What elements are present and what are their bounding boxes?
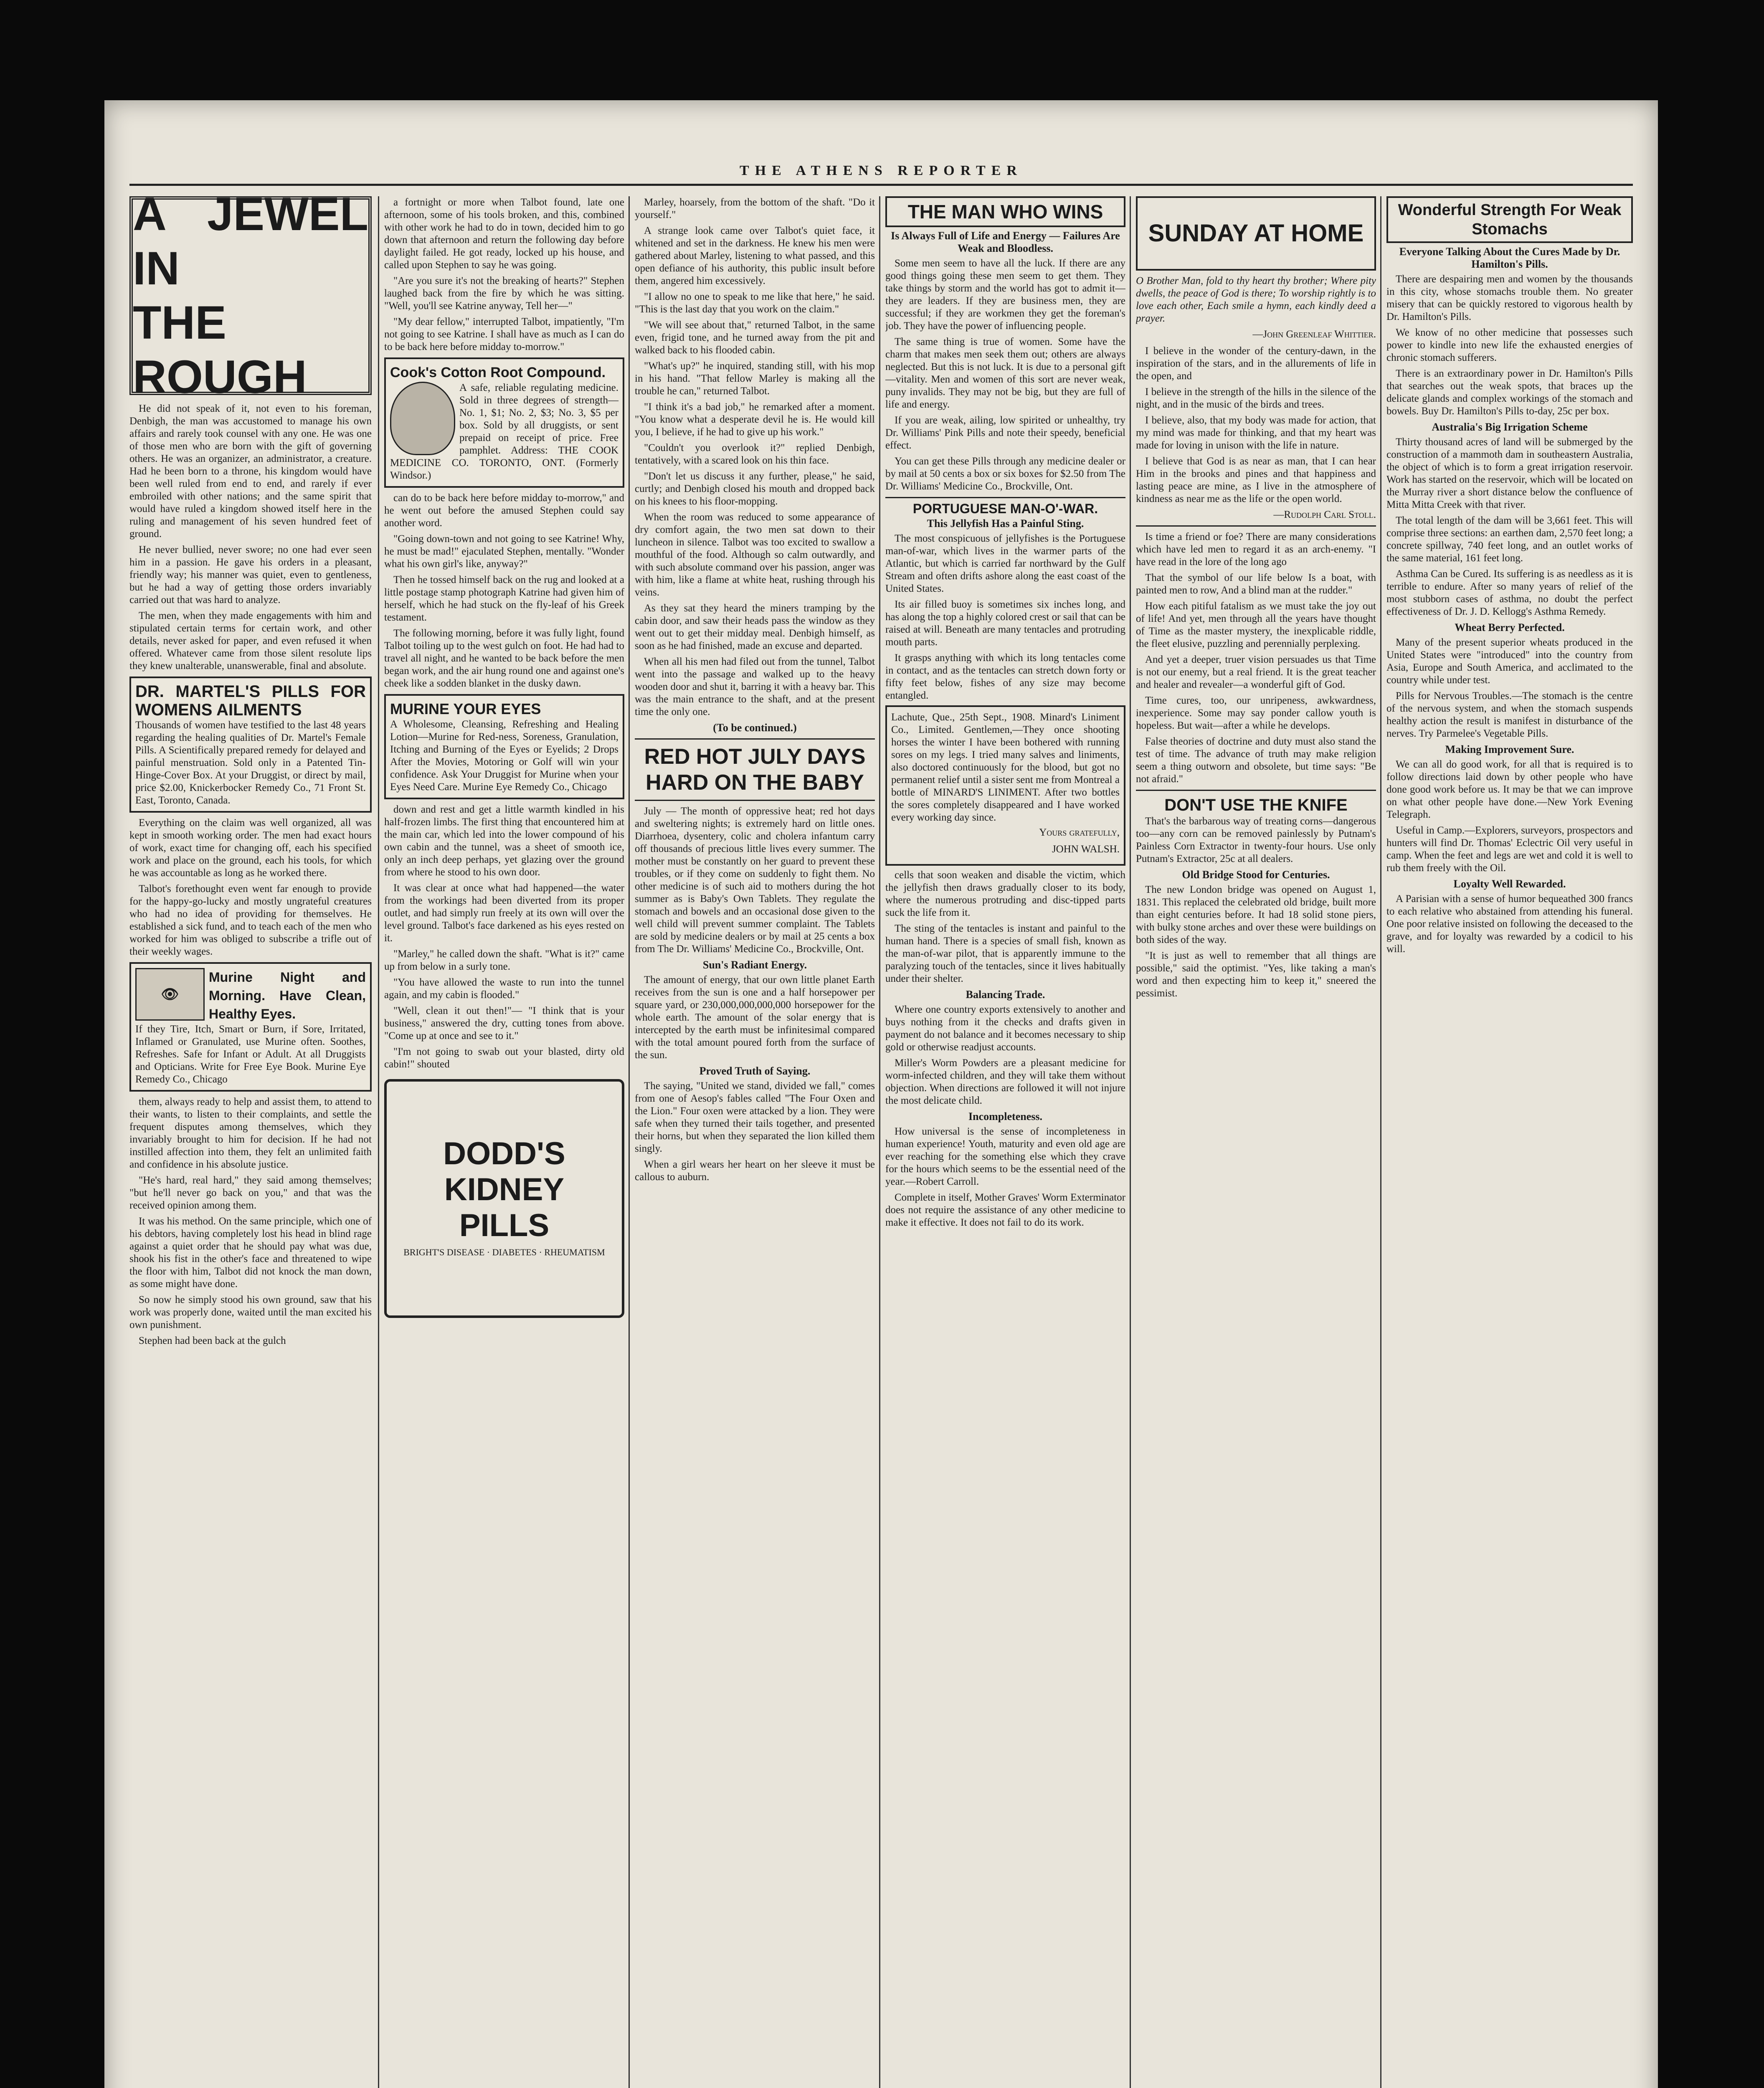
article-paragraph: I believe in the strength of the hills in the silence of the night, and in the music of the birds and trees. [1136,386,1376,410]
story-paragraph: "He's hard, real hard," they said among themselves; "but he'll never go back on you," and that was the received opinion among them. [129,1175,372,1211]
column-4 [885,196,1125,2088]
story-paragraph: can do to be back here before midday to-morrow," and he went out before the amused Stephen could say another word. [384,492,624,529]
article-paragraph: I believe, also, that my body was made for action, that my mind was made for thinking, and that my heart was made for loving in unison with the life in nature. [1136,415,1376,451]
article-paragraph: How universal is the sense of incompleteness in human experience! Youth, maturity and even old age are ever reaching for the something else which they crave for the hours which seems to be the essential need of the year.—Robert Carroll. [885,1126,1125,1187]
column-separator [1130,196,1131,2088]
poem: O Brother Man, fold to thy heart thy brother; Where pity dwells, the peace of God is there; To worship rightly is to love each other, Each smile a hymn, each kindly deed a prayer. [1136,275,1376,324]
column-separator [378,196,379,2088]
story-paragraph: a fortnight or more when Talbot found, late one afternoon, some of his tools broken, and this, combined with other work he had to do in town, decided him to go down that afternoon and return the following day before daylight failed. He got ready, locked up his house, and called upon Stephen to say he was going. [384,197,624,271]
article-headline: Balancing Trade. [966,988,1045,1001]
story-paragraph: "Are you sure it's not the breaking of hearts?" Stephen laughed back from the fire by which he was sitting. "Well, you'll see Katrine anyway, Tell her—" [384,275,624,312]
ad-body: A Wholesome, Cleansing, Refreshing and Healing Lotion—Murine for Red-ness, Soreness, Granulation, Itching and Burning of the Eyes or Eyelids; 2 Drops After the Movies, Motoring or Golf will win your confidence. Ask Your Druggist for Murine when your Eyes Need Care. Murine Eye Remedy Co., Chicago [390,719,618,793]
article-paragraph: That the symbol of our life below Is a boat, with painted men to row, And a blind man at the rudder." [1136,572,1376,596]
story-paragraph: "Marley," he called down the shaft. "What is it?" came up from below in a surly tone. [384,948,624,972]
article-paragraph: Asthma Can be Cured. Its suffering is as needless as it is terrible to endure. After so many years of relief of the most stubborn cases of asthma, no doubt the perfect effectiveness of Dr. J. D. Kellogg's Asthma Remedy. [1386,568,1633,617]
story-paragraph: A strange look came over Talbot's quiet face, it whitened and set in the darkness. He knew his men were gathered about Marley, listening to what passed, and this open defiance of his authority, this public insult before them, angered him excessively. [635,225,875,286]
article-paragraph: When a girl wears her heart on her sleeve it must be callous to auburn. [635,1159,875,1183]
ad-title: Murine Night and Morning. Have Clean, Healthy Eyes. [209,970,366,1021]
story-paragraph: When the room was reduced to some appearance of dry comfort again, the two men sat down to their luncheon in silence. Talbot was too excited to swallow a mouthful of the food. Although so calm outwardly, and with such absolute command over his passion, anger was with him, like a flame at white heat, rushing through his veins. [635,512,875,598]
cook-compound-ad [384,357,624,488]
newspaper-page [104,100,1658,2088]
article-headline: Wonderful Strength For Weak Stomachs [1386,196,1633,243]
ad-brand: DODD'S [443,1136,565,1171]
minards-letter [885,705,1125,866]
story-paragraph: It was his method. On the same principle, which one of his debtors, having completely lost his head in blind rage against a quiet order that he should pay what was due, shook his fist in the other's face and threatened to wipe the floor with him, Talbot did not knock the man down, as some might have done. [129,1216,372,1290]
letter-body: Lachute, Que., 25th Sept., 1908. Minard's Liniment Co., Limited. Gentlemen,—They once shooting horses the winter I have been bothered with running sores on my legs. I tried many salves and liniments, also doctored continuously for the blood, but got no permanent relief until a sister sent me from Montreal a bottle of MINARD'S LINIMENT. After two bottles the sores completely disappeared and I have worked every working day since. [891,712,1120,823]
story-paragraph: Marley, hoarsely, from the bottom of the shaft. "Do it yourself." [635,197,875,220]
ad-title: MURINE YOUR EYES [390,700,541,717]
article-paragraph: Some men seem to have all the luck. If there are any good things going these men seem to get them. They take things by storm and the world has got to admit it—they are leaders. If they are business men, they are successful; if they are workmen they get the foreman's job. They have the power of influencing people. [885,258,1125,332]
article-paragraph: I believe in the wonder of the century-dawn, in the inspiration of the stars, and in the allurements of life in the open, and [1136,345,1376,382]
article-paragraph: False theories of doctrine and duty must also stand the test of time. The advance of truth may make religion seem a thing outworn and obsolete, but time says: "Be not afraid." [1136,736,1376,785]
story-paragraph: "My dear fellow," interrupted Talbot, impatiently, "I'm not going to see Katrine. I shall have as much as I can do to be back here before midday to-morrow." [384,316,624,352]
article-paragraph: "It is just as well to remember that all things are possible," said the optimist. "Yes, like taking a man's word and then expecting him to keep it," sneered the pessimist. [1136,950,1376,999]
story-paragraph: "Going down-town and not going to see Katrine! Why, he must be mad!" ejaculated Stephen, mentally. "Wonder what his own girl's like, anyway?" [384,533,624,570]
article-headline: Wheat Berry Perfected. [1455,621,1565,633]
article-paragraph: Is time a friend or foe? There are many considerations which have led men to regard it as an arch-enemy. "I have read in the lore of the long ago [1136,531,1376,568]
story-title-box [129,196,372,403]
story-paragraph: "You have allowed the waste to run into the tunnel again, and my cabin is flooded." [384,977,624,1001]
divider [1136,790,1376,791]
story-paragraph: He did not speak of it, not even to his foreman, Denbigh, the man was accustomed to manage his own affairs and rarely took counsel with any one. He was one of those men who are born with the gift of governing others. He was an organizer, an administrator, a creature. Had he been born to a throne, his kingdom would have been well ruled from end to end, and rarely if ever embroiled with other nations; and the same spirit that would have ruled a kingdom showed itself here in the ruling and management of his seven hundred feet of ground. [129,403,372,540]
ad-body: A safe, reliable regulating medicine. Sold in three degrees of strength—No. 1, $1; No. 2, $3; No. 3, $5 per box. Sold by all druggists, or sent prepaid on receipt of price. Free pamphlet. Address: THE COOK MEDICINE CO. TORONTO, ONT. (Formerly Windsor.) [390,382,618,481]
ad-body: Thousands of women have testified to the last 48 years regarding the healing qualities of Dr. Martel's Female Pills. A Scientifically prepared remedy for delayed and painful menstruation. Sold only in a Patented Tin-Hinge-Cover Box. At your Druggist, or direct by mail, price $2.00, Knickerbocker Remedy Co., 71 Front St. East, Toronto, Canada. [135,720,366,806]
article-paragraph: Time cures, too, our unripeness, awkwardness, inexperience. Some may say ponder callow youth is hopeless. But wait—after a while he develops. [1136,695,1376,731]
article-paragraph: The total length of the dam will be 3,661 feet. This will comprise three sections: an earthen dam, 2,570 feet long; a concrete spillway, 740 feet long, and an outlet works of the same material, 161 feet long. [1386,515,1633,564]
story-paragraph: them, always ready to help and assist them, to attend to their wants, to listen to their complaints, and settle the frequent disputes among themselves, which they invariably brought to him for decision. If he had not instilled affection into them, they felt an unlimited faith and confidence in his absolute justice. [129,1096,372,1170]
story-paragraph: "Well, clean it out then!"— "I think that is your business," answered the dry, cutting tones from above. "Come up at once and see to it." [384,1005,624,1041]
article-headline: Sun's Radiant Energy. [702,959,807,971]
header-rule [129,184,1633,186]
article-paragraph: The same thing is true of women. Some have the charm that makes men seek them out; others are always neglected. But this is not luck. It is due to a personal gift—vitality. Men and women of this sort are never weak, puny invalids. They may not be big, but they are full of life and energy. [885,336,1125,410]
ad-title: Cook's Cotton Root Compound. [390,365,606,380]
article-headline: Incompleteness. [968,1110,1042,1123]
article-headline: Australia's Big Irrigation Scheme [1432,421,1588,433]
story-title-line-2: THE ROUGH [133,296,307,403]
divider [885,497,1125,498]
sunday-at-home-banner: SUNDAY AT HOME [1136,196,1376,271]
story-paragraph: As they sat they heard the miners tramping by the cabin door, and saw their heads pass the window as they went out to get their midday meal. Denbigh himself, as soon as he had finished, made an excuse and departed. [635,603,875,651]
story-paragraph: "I allow no one to speak to me like that here," he said. "This is the last day that you work on the claim." [635,291,875,315]
story-paragraph: The following morning, before it was fully light, found Talbot toiling up to the west gulch on foot. He had had to travel all night, and he wanted to be back before the men began work, and the air hung round one and against one's cheek like a sodden blanket in the dusky dawn. [384,628,624,689]
article-headline: DON'T USE THE KNIFE [1164,796,1348,814]
article-subheadline: Is Always Full of Life and Energy — Failures Are Weak and Bloodless. [891,230,1120,254]
to-be-continued: (To be continued.) [713,722,797,734]
letter-closing: Yours gratefully, [1039,827,1120,838]
article-paragraph: Pills for Nervous Troubles.—The stomach is the centre of the nervous system, and when the stomach suspends healthy action the result is manifest in disturbance of the nerves. Try Parmelee's Vegetable Pills. [1386,690,1633,739]
article-paragraph: That's the barbarous way of treating corns—dangerous too—any corn can be removed painlessly by Putnam's Painless Corn Extractor in twenty-four hours. Use only Putnam's Extractor, 25c at all dealers. [1136,816,1376,864]
story-paragraph: The men, when they made engagements with him and stipulated certain terms for certain work, and other details, never asked for paper, and even refused it when offered. Whatever came from those silent resolute lips they knew unalterable, unanswerable, final and absolute. [129,610,372,672]
ad-body: If they Tire, Itch, Smart or Burn, if Sore, Irritated, Inflamed or Granulated, use Murine often. Soothes, Refreshes. Safe for Infant or Adult. At all Druggists and Opticians. Write for Free Eye Book. Murine Eye Remedy Co., Chicago [135,1024,366,1085]
column-6 [1386,196,1633,2088]
column-separator [629,196,630,2088]
story-paragraph: Stephen had been back at the gulch [139,1335,286,1346]
ad-brand: KIDNEY [444,1172,565,1207]
column-separator [1380,196,1381,2088]
divider [1136,525,1376,527]
column-3 [635,196,875,2088]
article-headline: PORTUGUESE MAN-O'-WAR. [912,501,1098,516]
murine-ad [129,962,372,1092]
story-paragraph: "Don't let us discuss it any further, please," he said, curtly; and Denbigh closed his mouth and dropped back on his knees to his floor-mopping. [635,471,875,507]
article-paragraph: Complete in itself, Mother Graves' Worm Exterminator does not require the assistance of any other medicine to make it effective. It does not fail to do its work. [885,1192,1125,1228]
article-headline: Loyalty Well Rewarded. [1453,878,1566,890]
article-headline: Old Bridge Stood for Centuries. [1182,869,1330,881]
story-paragraph: "Couldn't you overlook it?" replied Denbigh, tentatively, with a scared look on his thin face. [635,442,875,466]
article-paragraph: The saying, "United we stand, divided we fall," comes from one of Aesop's fables called "The Four Oxen and the Lion." Four oxen were attacked by a lion. They were safe when they turned their tails together, and presented their horns, but when they separated the lion killed them singly. [635,1080,875,1154]
woman-portrait-icon [390,382,455,455]
article-paragraph: Where one country exports extensively to another and buys nothing from it the checks and drafts given in payment do not balance and it becomes necessary to ship gold or otherwise readjust accounts. [885,1004,1125,1053]
article-paragraph: We can all do good work, for all that is required is to follow directions laid down by other people who have done good work before us. It may be that we can improve on what other people have done.—New York Evening Telegraph. [1386,759,1633,820]
column-separator [879,196,880,2088]
article-paragraph: It grasps anything with which its long tentacles come in contact, and as the tentacles can stretch down forty or fifty feet below, fishes of any size may become entangled. [885,652,1125,701]
article-paragraph: We know of no other medicine that possesses such power to kindle into new life the exhausted energies of chronic stomach sufferers. [1386,327,1633,363]
murine-eyes-ad [384,694,624,799]
story-paragraph: "I think it's a bad job," he remarked after a moment. "You know what a desperate devil he is. He would kill you, I believe, if he had to give up his work." [635,401,875,438]
story-paragraph: down and rest and get a little warmth kindled in his half-frozen limbs. The first thing that encountered him at the main car, which led into the lower compound of his own cabin and the tunnel, was a sheet of smooth ice, only an inch deep perhaps, yet glazing over the ground from where he stood to his own door. [384,804,624,878]
article-paragraph: A Parisian with a sense of humor bequeathed 300 francs to each relative who abstained from attending his funeral. One poor relative insisted on following the deceased to the grave, and for loyalty was rewarded by a codicil to his will. [1386,893,1633,955]
article-paragraph: Thirty thousand acres of land will be submerged by the construction of a mammoth dam in southeastern Australia, the object of which is to form a great irrigation reservoir. Work has started on the reservoir, which will be located on the Murray river a short distance below the confluence of Mitta Mitta Creek with that river. [1386,436,1633,510]
column-5 [1136,196,1376,2088]
story-paragraph: "We will see about that," returned Talbot, in the same even, frigid tone, and he turned away from the pit and walked back to his flooded cabin. [635,319,875,356]
story-paragraph: "I'm not going to swab out your blasted, dirty old cabin!" shouted [384,1046,624,1070]
running-head: THE ATHENS REPORTER [740,163,1023,178]
story-paragraph: Talbot's forethought even went far enough to provide for the happy-go-lucky and mostly ungrateful creatures who had no idea of providing for themselves. He established a sick fund, and to teach each of the men who worked for him was obliged to subscribe a trifle out of their weekly wages. [129,883,372,957]
ad-brand: PILLS [459,1208,550,1243]
divider [635,738,875,740]
article-paragraph: Many of the present superior wheats produced in the United States were "introduced" into the country from Asia, Europe and South America, and acclimated to the country while under test. [1386,637,1633,686]
article-paragraph: And yet a deeper, truer vision persuades us that Time is not our enemy, but a real friend. It is the great teacher and healer and revealer—a wonderful gift of God. [1136,654,1376,690]
article-headline: Making Improvement Sure. [1445,743,1574,755]
story-paragraph: He never bullied, never swore; no one had ever seen him in a passion. He gave his orders in a pleasant, friendly way; his manner was quiet, even to gentleness, but he had a way of getting those orders invariably carried out that was hard to analyze. [129,544,372,606]
article-subheadline: Everyone Talking About the Cures Made by Dr. Hamilton's Pills. [1399,246,1620,270]
article-paragraph: Miller's Worm Powders are a pleasant medicine for worm-infected children, and they will take them without objection. When directions are followed it will not injure the most delicate child. [885,1057,1125,1106]
letter-signature: JOHN WALSH. [1052,844,1120,855]
eye-illustration-icon: 👁 [135,968,205,1021]
article-paragraph: There is an extraordinary power in Dr. Hamilton's Pills that searches out the weak spots, that braces up the delicate glands and complex workings of the stomach and bowels. Buy Dr. Hamilton's Pills to-day, 25c per box. [1386,368,1633,417]
story-paragraph: So now he simply stood his own ground, saw that his work was properly done, waited until the man excited his own punishment. [129,1294,372,1330]
article-headline: RED HOT JULY DAYS HARD ON THE BABY [644,745,866,795]
ad-tagline: BRIGHT'S DISEASE · DIABETES · RHEUMATISM [403,1247,605,1257]
article-paragraph: The sting of the tentacles is instant and painful to the human hand. There is a species of small fish, known as the man-of-war pilot, that is apparently immune to the paralyzing touch of the tentacles, since it lives habitually under their shelter. [885,923,1125,984]
column-2 [384,196,624,2088]
article-attribution: —Rudolph Carl Stoll. [1273,509,1376,520]
story-paragraph: "What's up?" he inquired, standing still, with his mop in his hand. "That fellow Marley is making all the trouble he can," returned Talbot. [635,360,875,397]
column-1 [129,196,372,2088]
article-paragraph: How each pitiful fatalism as we must take the joy out of life! And yet, men through all the years have thought of Time as the master mystery, the inexplicable riddle, the fleet elusive, puzzling and perennially perplexing. [1136,601,1376,649]
story-paragraph: Then he tossed himself back on the rug and looked at a little postage stamp photograph Katrine had given him of herself, which he had stuck on the fly-leaf of his Greek testament. [384,574,624,623]
article-paragraph: The new London bridge was opened on August 1, 1831. This replaced the celebrated old bridge, built more than eight centuries before. It had 18 solid stone piers, with bulky stone arches and over these were buildings on both sides of the way. [1136,884,1376,945]
martel-pills-ad [129,677,372,813]
article-paragraph: The most conspicuous of jellyfishes is the Portuguese man-of-war, which lives in the warmer parts of the Atlantic, but which is carried far northward by the Gulf Stream and often drifts ashore along the east coast of the United States. [885,533,1125,594]
article-paragraph: There are despairing men and women by the thousands in this city, whose stomachs trouble them. No greater misery that can be quickly restored to vigorous health by Dr. Hamilton's Pills. [1386,274,1633,322]
article-headline: THE MAN WHO WINS [885,196,1125,227]
article-paragraph: Its air filled buoy is sometimes six inches long, and has along the top a highly colored crest or sail that can be raised at will. Beneath are many tentacles and protruding mouth parts. [885,599,1125,648]
ad-title: DR. MARTEL'S PILLS FOR WOMENS AILMENTS [135,682,366,719]
story-paragraph: Everything on the claim was well organized, all was kept in smooth working order. The men had exact hours of work, exact time for changing off, each his specified work and place on the ground, each his tools, for which he was accountable as long as he worked there. [129,817,372,879]
article-paragraph: You can get these Pills through any medicine dealer or by mail at 50 cents a box or six boxes for $2.50 from The Dr. Williams' Medicine Co., Brockville, Ont. [885,456,1125,492]
dodds-kidney-pills-ad [384,1079,624,1318]
divider [635,800,875,801]
article-paragraph: I believe that God is as near as man, that I can hear Him in the brooks and pines and that happiness and lasting peace are mine, as I live in the atmosphere of kindness as near me as the life or the open world. [1136,456,1376,504]
story-title-line-1: A JEWEL IN [133,196,368,294]
poem-attribution: —John Greenleaf Whittier. [1252,329,1376,340]
article-paragraph: If you are weak, ailing, low spirited or unhealthy, try Dr. Williams' Pink Pills and note their speedy, beneficial effect. [885,415,1125,451]
article-paragraph: July — The month of oppressive heat; red hot days and sweltering nights; is extremely hard on little ones. Diarrhoea, dysentery, colic and cholera infantum carry off thousands of precious little lives every summer. The mother must be constantly on her guard to prevent these troubles, or if they come on suddenly to fight them. No other medicine is of such aid to mothers during the hot summer as is Baby's Own Tablets. They regulate the stomach and bowels and an occasional dose given to the well child will prevent summer complaint. The Tablets are sold by medicine dealers or by mail at 25 cents a box from The Dr. Williams' Medicine Co., Brockville, Ont. [635,806,875,955]
article-subheadline: This Jellyfish Has a Painful Sting. [927,517,1084,530]
article-paragraph: cells that soon weaken and disable the victim, which the jellyfish then draws gradually closer to its body, where the numerous protruding and disc-tipped parts suck the life from it. [885,869,1125,918]
story-paragraph: It was clear at once what had happened—the water from the workings had been diverted from its proper outlet, and had simply run freely at its own will over the level ground. Talbot's face darkened as his eyes rested on it. [384,882,624,944]
article-paragraph: Useful in Camp.—Explorers, surveyors, prospectors and hunters will find Dr. Thomas' Eclectric Oil very useful in camp. When the feet and legs are wet and cold it is well to rub them freely with the Oil. [1386,825,1633,874]
article-headline: Proved Truth of Saying. [699,1065,811,1077]
story-paragraph: When all his men had filed out from the tunnel, Talbot went into the passage and walked up to the heavy wooden door and shut it, barring it with a heavy bar. This was the main entrance to the shaft, and at the present time the only one. [635,656,875,717]
article-paragraph: The amount of energy, that our own little planet Earth receives from the sun is one and a half horsepower per square yard, or 230,000,000,000,000 horsepower for the whole earth. The amount of the solar energy that is intercepted by the earth must be infinitesimal compared with the total amount poured forth from the surface of the sun. [635,974,875,1061]
